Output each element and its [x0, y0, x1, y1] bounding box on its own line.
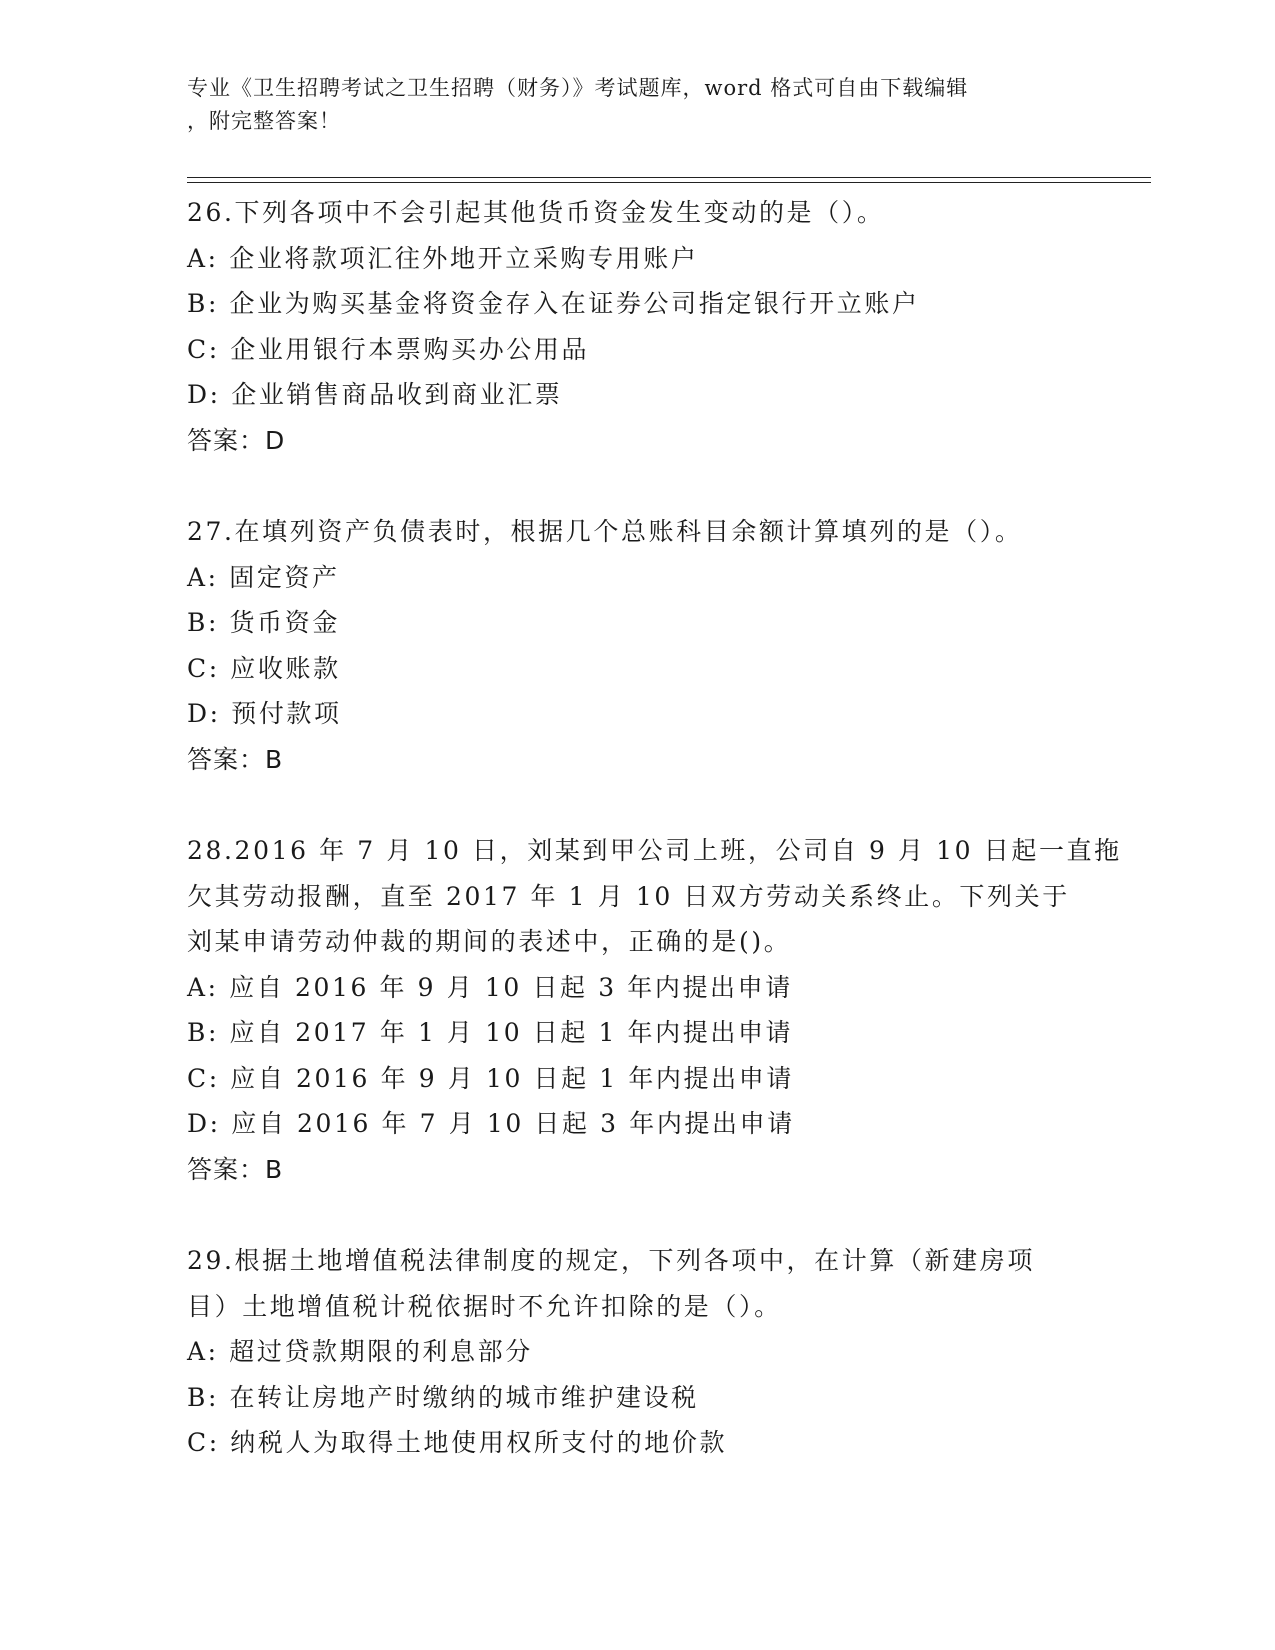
option-a: A: 固定资产: [187, 562, 340, 592]
header-divider-top: [187, 177, 1151, 178]
question-stem-line-3: 刘某申请劳动仲裁的期间的表述中，正确的是()。: [187, 927, 792, 956]
answer-line: 答案：B: [187, 744, 284, 774]
question-stem: 26.下列各项中不会引起其他货币资金发生变动的是（）。: [187, 198, 885, 227]
question-stem-line-1: 28.2016 年 7 月 10 日，刘某到甲公司上班，公司自 9 月 10 日起一直拖: [187, 836, 1122, 865]
question-28: [187, 828, 1122, 1192]
question-stem: 27.在填列资产负债表时，根据几个总账科目余额计算填列的是（）。: [187, 517, 1023, 546]
question-stem-line-2: 目）土地增值税计税依据时不允许扣除的是（）。: [187, 1291, 782, 1321]
option-d: D: 预付款项: [187, 699, 342, 728]
option-c: C: 应收账款: [187, 653, 341, 683]
option-a: A: 企业将款项汇往外地开立采购专用账户: [187, 243, 699, 273]
header-divider-bottom: [187, 182, 1151, 183]
option-b: B: 企业为购买基金将资金存入在证券公司指定银行开立账户: [187, 289, 920, 318]
question-27: [187, 509, 1087, 782]
option-b: B: 应自 2017 年 1 月 10 日起 1 年内提出申请: [187, 1018, 794, 1047]
option-c: C: 企业用银行本票购买办公用品: [187, 334, 590, 364]
option-d: D: 企业销售商品收到商业汇票: [187, 380, 563, 409]
question-26: [187, 190, 1087, 463]
answer-line: 答案：B: [187, 1154, 284, 1184]
question-stem-line-1: 29.根据土地增值税法律制度的规定，下列各项中，在计算（新建房项: [187, 1246, 1035, 1275]
question-stem-line-2: 欠其劳动报酬，直至 2017 年 1 月 10 日双方劳动关系终止。下列关于: [187, 881, 1070, 911]
header-line-2: ，附完整答案！: [187, 109, 341, 133]
option-c: C: 应自 2016 年 9 月 10 日起 1 年内提出申请: [187, 1063, 794, 1093]
header-line-1: 专业《卫生招聘考试之卫生招聘（财务）》考试题库，word 格式可自由下载编辑: [187, 76, 969, 100]
question-29: [187, 1238, 1087, 1466]
option-a: A: 应自 2016 年 9 月 10 日起 3 年内提出申请: [187, 972, 793, 1002]
question-list: [187, 190, 1122, 1466]
option-b: B: 货币资金: [187, 608, 340, 637]
option-d: D: 应自 2016 年 7 月 10 日起 3 年内提出申请: [187, 1109, 795, 1138]
option-c: C: 纳税人为取得土地使用权所支付的地价款: [187, 1428, 728, 1457]
document-header: [187, 72, 1087, 138]
option-b: B: 在转让房地产时缴纳的城市维护建设税: [187, 1382, 699, 1412]
answer-line: 答案：D: [187, 425, 286, 455]
option-a: A: 超过贷款期限的利息部分: [187, 1337, 533, 1366]
